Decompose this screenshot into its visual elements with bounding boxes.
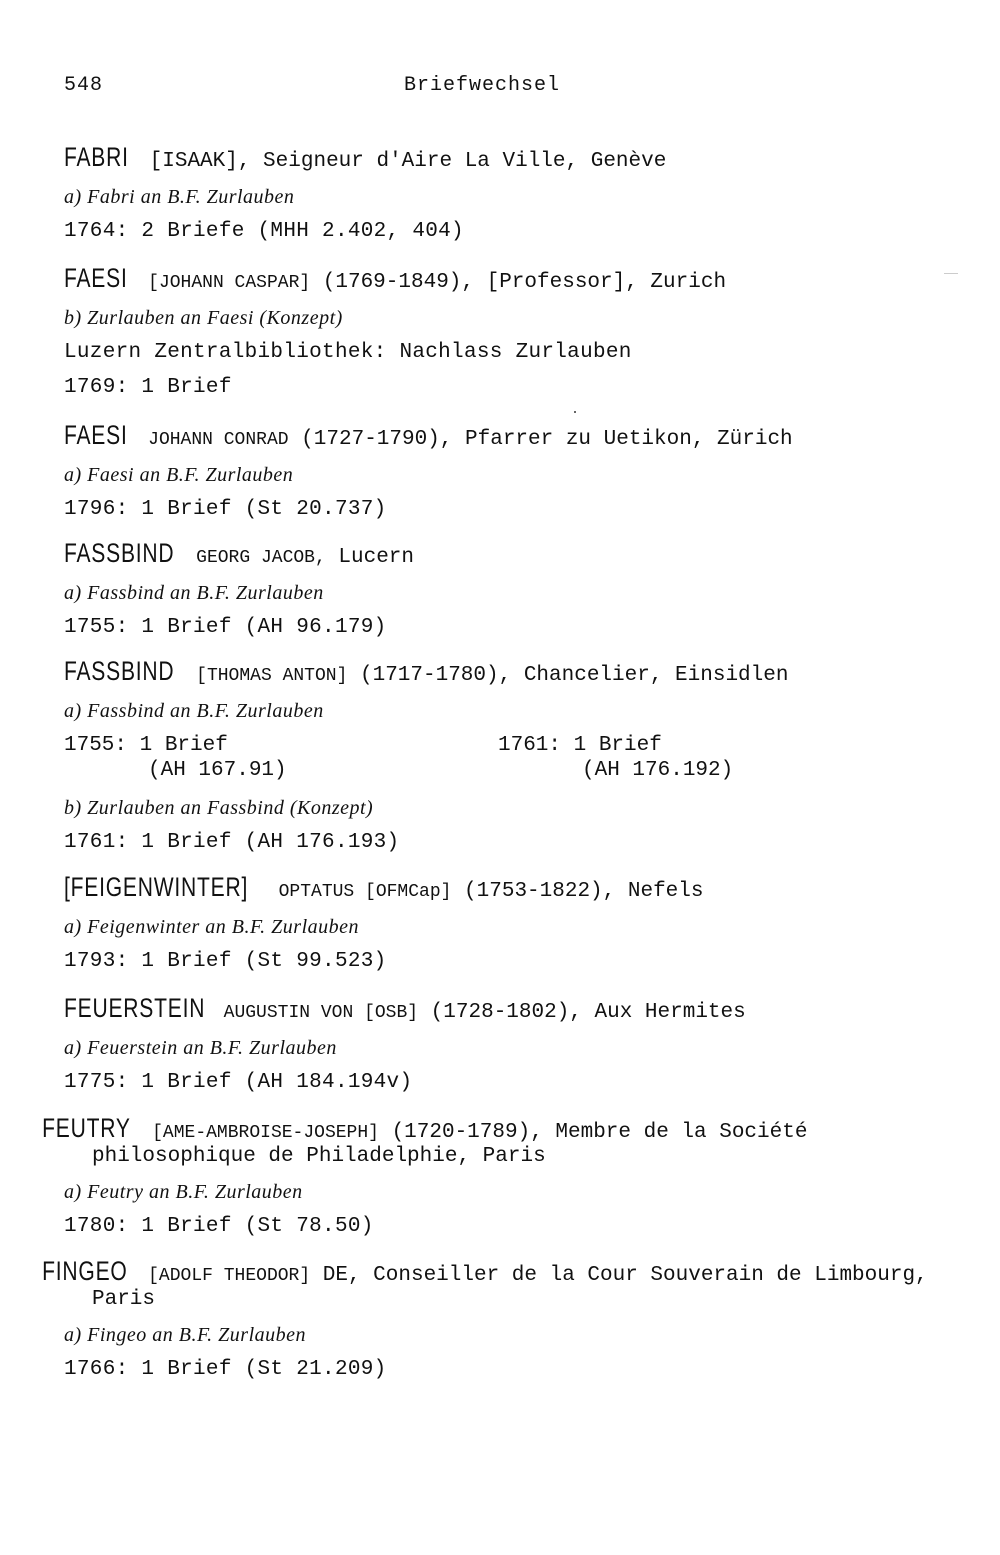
entry-headline <box>64 872 944 904</box>
entry-headline <box>64 263 944 295</box>
archive-location: Luzern Zentralbibliothek: Nachlass Zurlauben <box>64 341 632 364</box>
entry-headline <box>64 656 944 688</box>
entry-given-names: [THOMAS ANTON] <box>196 666 348 686</box>
correspondence-direction: a) Fassbind an B.F. Zurlauben <box>64 700 324 722</box>
letter-columns <box>64 733 944 785</box>
letter-record: 1780: 1 Brief (St 78.50) <box>64 1215 374 1238</box>
correspondence-direction: a) Fabri an B.F. Zurlauben <box>64 186 295 208</box>
correspondence-direction: a) Fingeo an B.F. Zurlauben <box>64 1324 307 1346</box>
entry-headline <box>64 142 944 174</box>
letter-record: 1755: 1 Brief <box>64 734 228 757</box>
entry-headline <box>42 1256 944 1312</box>
entry-surname: FABRI <box>64 142 129 172</box>
entry-description: (1727-1790), Pfarrer zu Uetikon, Zürich <box>288 428 793 451</box>
entry-description: (1753-1822), Nefels <box>451 880 704 903</box>
entry-description: DE, Conseiller de la Cour Souverain de Limbourg, Paris <box>92 1264 928 1311</box>
letter-record: 1796: 1 Brief (St 20.737) <box>64 498 387 521</box>
entry-headline <box>64 420 944 452</box>
entry-feutry <box>42 1113 944 1239</box>
correspondence-direction: a) Faesi an B.F. Zurlauben <box>64 464 294 486</box>
correspondence-direction: a) Feuerstein an B.F. Zurlauben <box>64 1037 337 1059</box>
letter-record: 1766: 1 Brief (St 21.209) <box>64 1358 387 1381</box>
entry-given-names: [AME-AMBROISE-JOSEPH] <box>152 1123 379 1143</box>
entry-description: (1769-1849), [Professor], Zurich <box>310 271 727 294</box>
entry-surname: FAESI <box>64 263 128 293</box>
entry-given-names: [JOHANN CASPAR] <box>148 273 311 293</box>
letter-record-column-1 <box>64 733 287 783</box>
entry-given-names: OPTATUS [OFMCap] <box>278 882 452 902</box>
letter-record: 1793: 1 Brief (St 99.523) <box>64 950 387 973</box>
entry-fabri <box>64 142 944 244</box>
letter-record: 1761: 1 Brief (AH 176.193) <box>64 831 400 854</box>
entry-surname: [FEIGENWINTER] <box>64 872 249 902</box>
entry-faesi-caspar <box>64 263 944 400</box>
letter-record: 1764: 2 Briefe (MHH 2.402, 404) <box>64 220 464 243</box>
correspondence-direction: b) Zurlauben an Faesi (Konzept) <box>64 307 343 329</box>
correspondence-direction: a) Feutry an B.F. Zurlauben <box>64 1181 303 1203</box>
entry-surname: FASSBIND <box>64 656 175 686</box>
entry-feuerstein <box>64 993 944 1095</box>
entry-description: (1720-1789), Membre de la Société philosophique de Philadelphie, Paris <box>92 1121 808 1168</box>
scan-speck <box>574 411 576 413</box>
entry-surname: FINGEO <box>42 1256 128 1286</box>
entry-surname: FASSBIND <box>64 538 175 568</box>
entry-given-names: JOHANN CONRAD <box>148 430 289 450</box>
entry-description: [ISAAK], Seigneur d'Aire La Ville, Genève <box>149 150 667 173</box>
entry-fassbind-thomas <box>64 656 944 855</box>
entry-given-names: AUGUSTIN VON [OSB] <box>223 1003 419 1023</box>
correspondence-direction: a) Fassbind an B.F. Zurlauben <box>64 582 324 604</box>
page-number: 548 <box>64 74 104 97</box>
scan-speck <box>944 273 958 274</box>
entry-description: Lucern <box>325 546 414 569</box>
entry-given-names: [ADOLF THEODOR] <box>148 1266 311 1286</box>
letter-record: 1761: 1 Brief <box>498 734 662 757</box>
entry-surname: FAESI <box>64 420 128 450</box>
entry-surname: FEUERSTEIN <box>64 993 206 1023</box>
correspondence-direction: b) Zurlauben an Fassbind (Konzept) <box>64 797 374 819</box>
entry-description: (1728-1802), Aux Hermites <box>418 1001 746 1024</box>
entry-fassbind-georg <box>64 538 944 640</box>
entry-fingeo <box>42 1256 944 1382</box>
entry-surname: FEUTRY <box>42 1113 131 1143</box>
entry-headline <box>64 993 944 1025</box>
letter-record: 1775: 1 Brief (AH 184.194v) <box>64 1071 413 1094</box>
entry-faesi-conrad <box>64 420 944 522</box>
entry-description: (1717-1780), Chancelier, Einsidlen <box>347 664 789 687</box>
letter-reference: (AH 176.192) <box>582 759 734 782</box>
correspondence-direction: a) Feigenwinter an B.F. Zurlauben <box>64 916 359 938</box>
letter-record-column-2 <box>498 733 733 783</box>
entry-given-names: GEORG JACOB, <box>196 548 326 568</box>
running-title: Briefwechsel <box>404 74 561 97</box>
letter-record: 1769: 1 Brief <box>64 376 232 399</box>
entry-feigenwinter <box>64 872 944 974</box>
entry-headline <box>42 1113 944 1169</box>
letter-reference: (AH 167.91) <box>148 759 287 782</box>
page-header <box>64 74 944 102</box>
entry-headline <box>64 538 944 570</box>
letter-record: 1755: 1 Brief (AH 96.179) <box>64 616 387 639</box>
